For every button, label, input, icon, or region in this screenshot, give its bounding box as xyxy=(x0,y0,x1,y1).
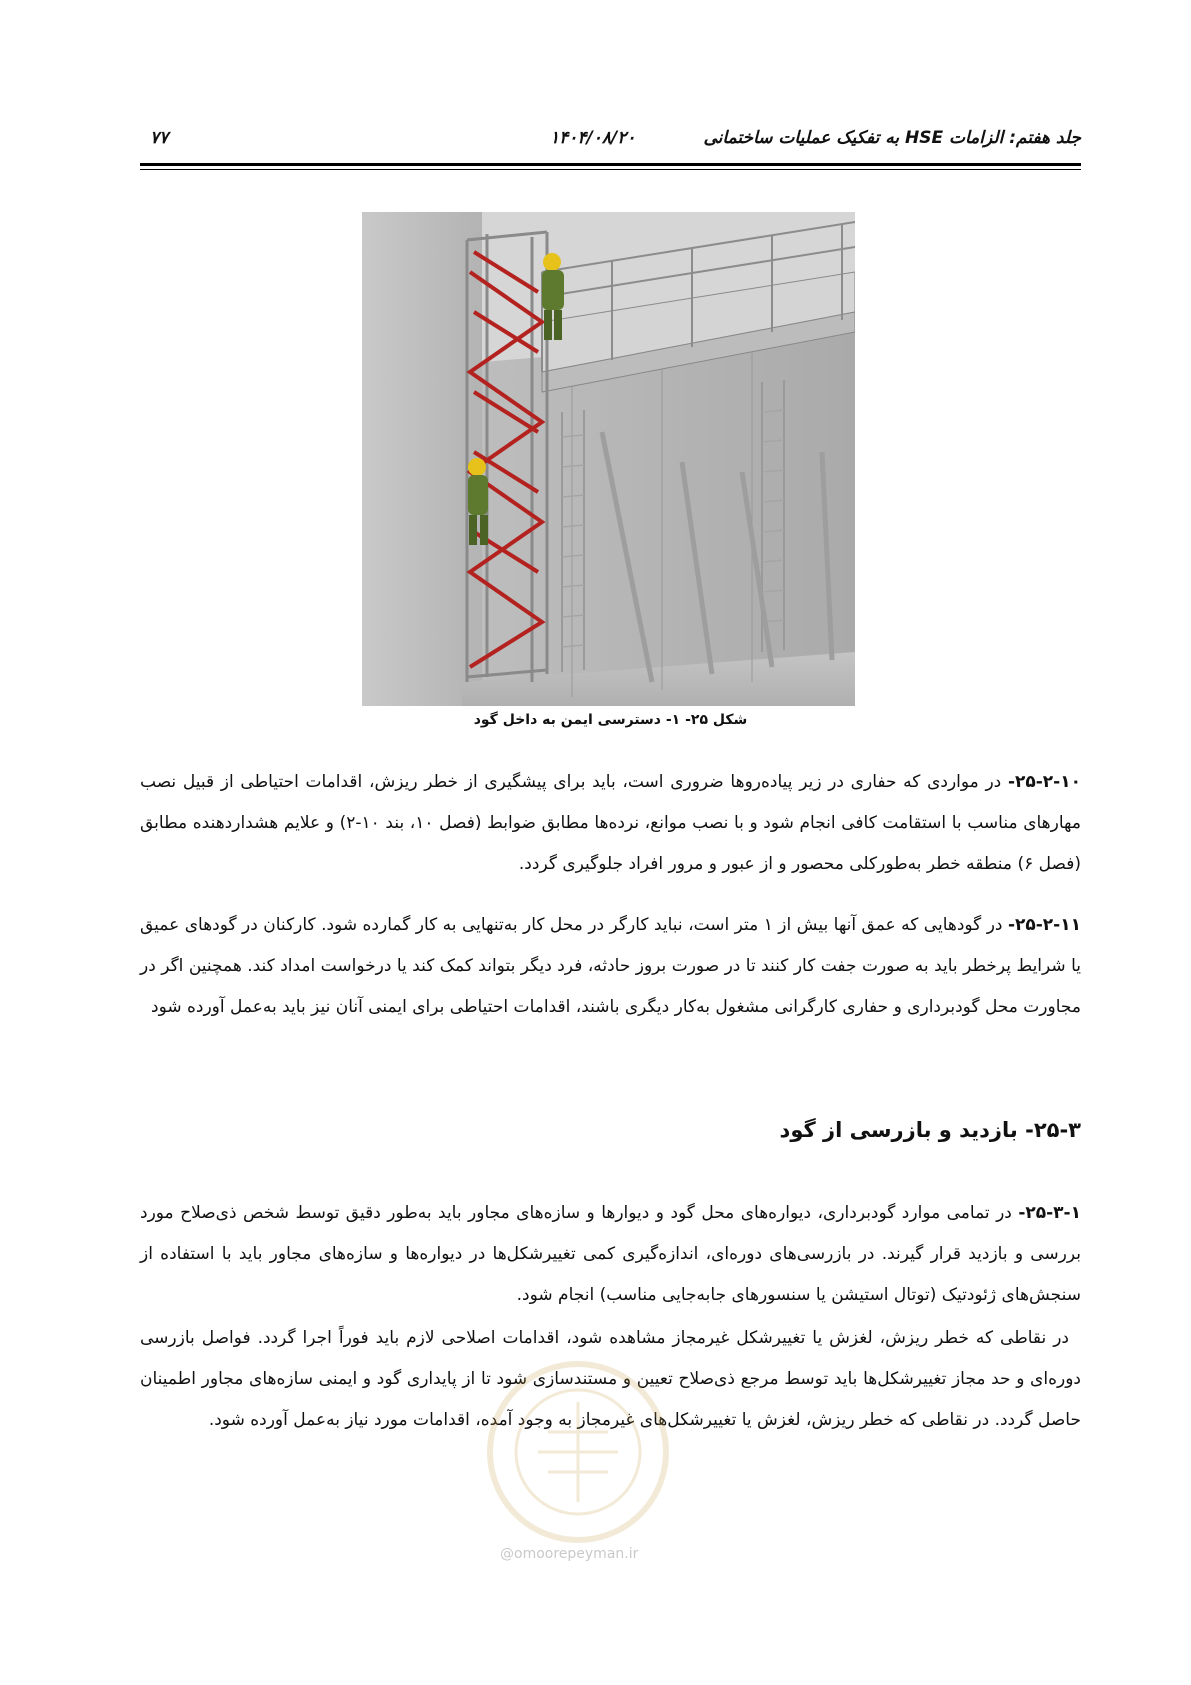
book-title: جلد هفتم: الزامات HSE به تفکیک عملیات ساختمانی xyxy=(703,128,1081,148)
paragraph-inspection-followup: در نقاطی که خطر ریزش، لغزش یا تغییرشکل غیرمجاز مشاهده شود، اقدامات اصلاحی لازم باید فوراً اجرا گردد. فواصل بازرسی دوره‌ای و حد مجاز تغییرشکل‌ها باید توسط مرجع ذی‌صلاح تعیین و مستندسازی شود تا از پایداری گود و ایمنی سازه‌های مجاور اطمینان حاصل گردد. در نقاطی که خطر ریزش، لغزش یا تغییرشکل‌های غیرمجاز به وجود آمده، اقدامات مورد نیاز به‌عمل آورده شود. xyxy=(140,1328,1081,1430)
excavation-access-illustration xyxy=(362,212,855,706)
paragraph-25-2-10 xyxy=(140,762,1081,885)
paragraph-text: در تمامی موارد گودبرداری، دیواره‌های محل گود و دیوارها و سازه‌های مجاور باید به‌طور دقیق توسط شخص ذی‌صلاح مورد بررسی و بازدید قرار گیرند. در بازرسی‌های دوره‌ای، اندازه‌گیری کمی تغییرشکل‌ها در دیواره‌ها و سازه‌های مجاور باید با استفاده از سنجش‌های ژئودتیک (توتال استیشن یا سنسورهای جابه‌جایی مناسب) انجام شود. xyxy=(140,1203,1081,1305)
figure-caption: شکل ۲۵- ۱- دسترسی ایمن به داخل گود xyxy=(473,712,748,728)
clause-number: ۲۵-۲-۱۱- xyxy=(1007,915,1081,935)
paragraph-text: در مواردی که حفاری در زیر پیاده‌روها ضروری است، باید برای پیشگیری از خطر ریزش، اقدامات احتیاطی از قبیل نصب مهارهای مناسب با استقامت کافی انجام شود و با نصب موانع، نرده‌ها مطابق ضوابط (فصل ۱۰، بند ۱۰-۲) و علایم هشداردهنده مطابق (فصل ۶) منطقه خطر به‌طورکلی محصور و از عبور و مرور افراد جلوگیری گردد. xyxy=(140,772,1081,874)
clause-number: ۲۵-۳-۱- xyxy=(1018,1203,1081,1223)
clause-number: ۲۵-۲-۱۰- xyxy=(1007,772,1081,792)
header-date: ۱۴۰۴/۰۸/۲۰ xyxy=(550,128,636,148)
paragraph-text: در گودهایی که عمق آنها بیش از ۱ متر است، نباید کارگر در محل کار به‌تنهایی به کار گمارده شود. کارکنان در گودهای عمیق یا شرایط پرخطر باید به صورت جفت کار کنند تا در صورت بروز حادثه، فرد دیگر بتواند کمک کند یا درخواست امداد کند. همچنین اگر در مجاورت محل گودبرداری و حفاری کارگرانی مشغول به‌کار دیگری باشند، اقدامات احتیاطی برای ایمنی آنان نیز باید به‌عمل آورده شود xyxy=(140,915,1081,1017)
paragraph-25-3-1 xyxy=(140,1193,1081,1316)
illustration-svg xyxy=(362,212,855,706)
header-rule-thick xyxy=(140,163,1081,166)
watermark-text: @omoorepeyman.ir xyxy=(500,1546,639,1562)
paragraph-25-2-11 xyxy=(140,905,1081,1028)
header-rule-thin xyxy=(140,169,1081,170)
watermark-logo xyxy=(478,1352,678,1552)
page-number: ۷۷ xyxy=(150,128,169,148)
section-heading: ۲۵-۳- بازدید و بازرسی از گود xyxy=(779,1118,1081,1142)
